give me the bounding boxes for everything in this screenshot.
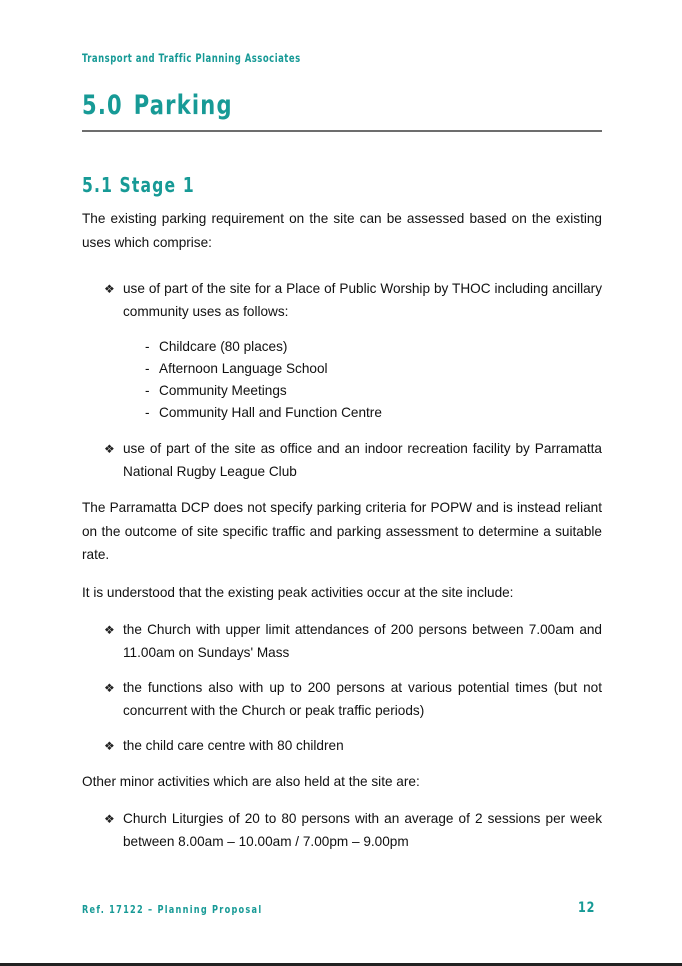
diamond-bullet-icon: ❖ <box>104 812 115 826</box>
list-item-text: Church Liturgies of 20 to 80 persons with an average of 2 sessions per week between 8.00am – 10.00am / 7.00pm – 9.00pm <box>123 811 602 849</box>
heading-rule <box>82 130 602 132</box>
sub-list-item-text: Community Hall and Function Centre <box>159 405 382 420</box>
peak-intro-paragraph: It is understood that the existing peak activities occur at the site include: <box>82 585 514 600</box>
sub-list-item: - Community Hall and Function Centre <box>145 405 382 420</box>
list-item <box>104 438 602 483</box>
list-item <box>104 735 602 758</box>
list-item-text: use of part of the site for a Place of Public Worship by THOC including ancillary community uses as follows: <box>123 281 602 319</box>
intro-paragraph: The existing parking requirement on the site can be assessed based on the existing uses which comprise: <box>82 211 602 250</box>
diamond-bullet-icon: ❖ <box>104 623 115 637</box>
list-item <box>104 278 602 323</box>
page-number: 12 <box>578 900 596 916</box>
heading-number: 5.0 <box>82 90 123 121</box>
list-item <box>104 677 602 722</box>
heading-title: Parking <box>133 90 233 121</box>
sub-list-item: - Childcare (80 places) <box>145 339 288 354</box>
diamond-bullet-icon: ❖ <box>104 442 115 456</box>
diamond-bullet-icon: ❖ <box>104 681 115 695</box>
section-title: Stage 1 <box>119 173 195 197</box>
header-brand: Transport and Traffic Planning Associates <box>82 51 301 65</box>
list-item-text: the functions also with up to 200 persons at various potential times (but not concurrent with the Church or peak traffic periods) <box>123 680 602 718</box>
list-item <box>104 619 602 664</box>
sub-list-item-text: Afternoon Language School <box>159 361 328 376</box>
sub-list-item-text: Community Meetings <box>159 383 287 398</box>
list-item-text: the Church with upper limit attendances of 200 persons between 7.00am and 11.00am on Sundays' Mass <box>123 622 602 660</box>
page-title <box>82 90 233 121</box>
minor-intro-paragraph: Other minor activities which are also held at the site are: <box>82 774 420 789</box>
diamond-bullet-icon: ❖ <box>104 739 115 753</box>
sub-list-item: - Afternoon Language School <box>145 361 328 376</box>
list-item <box>104 808 602 853</box>
sub-list-item: - Community Meetings <box>145 383 287 398</box>
list-item-text: use of part of the site as office and an indoor recreation facility by Parramatta National Rugby League Club <box>123 441 602 479</box>
list-item-text: the child care centre with 80 children <box>123 738 344 753</box>
sub-list-item-text: Childcare (80 places) <box>159 339 288 354</box>
diamond-bullet-icon: ❖ <box>104 282 115 296</box>
dcp-paragraph: The Parramatta DCP does not specify parking criteria for POPW and is instead reliant on the outcome of site specific traffic and parking assessment to determine a suitable rate. <box>82 500 602 562</box>
section-number: 5.1 <box>82 173 114 197</box>
section-heading <box>82 173 195 197</box>
footer-reference: Ref. 17122 – Planning Proposal <box>82 904 263 916</box>
